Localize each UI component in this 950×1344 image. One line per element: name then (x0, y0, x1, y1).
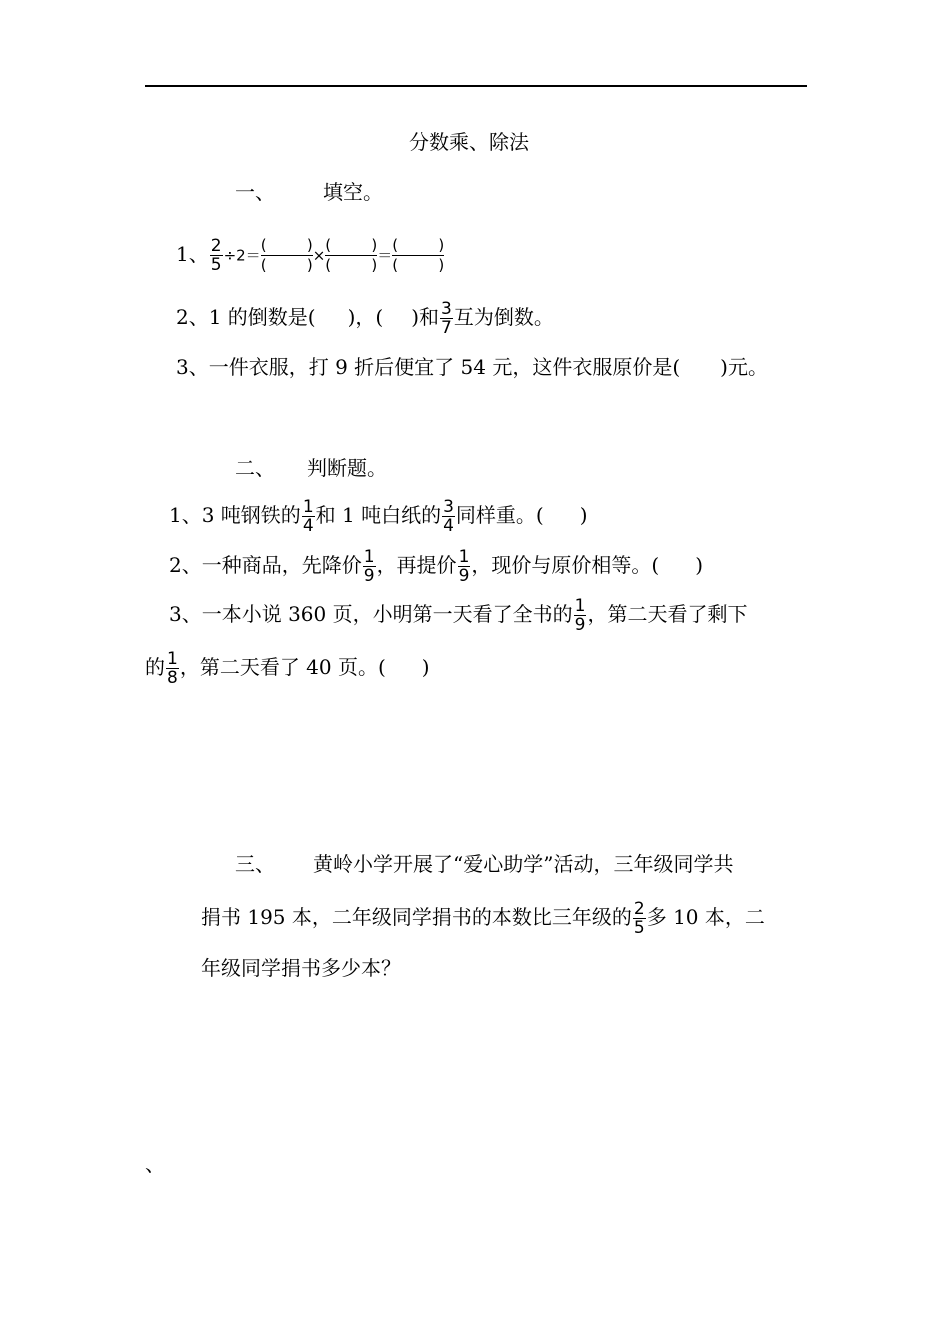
section1-number: 一、 (235, 180, 275, 204)
section3-line3: 年级同学捐书多少本？ (201, 956, 401, 980)
s2-question-3-line1: 3、一本小说 360 页，小明第一天看了全书的 $\frac{1}{9}$ ，第二天看了剩下 (169, 596, 748, 635)
fraction-2-5: $\frac{2}{5}$ (210, 236, 222, 275)
s1-question-2: 2、1 的倒数是( )，( )和 $\frac{3}{7}$ 互为倒数。 (176, 299, 554, 338)
section2-label: 判断题。 (307, 456, 387, 480)
section1-label: 填空。 (323, 180, 383, 204)
s1-question-3: 3、一件衣服，打 9 折后便宜了 54 元，这件衣服原价是( )元。 (176, 355, 768, 379)
s2-question-3-line2: 的 $\frac{1}{8}$ ，第二天看了 40 页。( ) (145, 649, 430, 688)
fraction-3-7: $\frac{3}{7}$ (441, 299, 452, 338)
fraction-1-4: $\frac{1}{4}$ (302, 497, 314, 536)
section3-line1: 三、 黄岭小学开展了“爱心助学”活动，三年级同学共 (235, 852, 734, 876)
section1-heading (235, 178, 383, 206)
fraction-3-4: $\frac{3}{4}$ (443, 497, 454, 536)
blank-fraction-3[interactable]: ( ) ( ) (392, 236, 445, 274)
fraction-1-8: $\frac{1}{8}$ (167, 649, 178, 688)
page-title: 分数乘、除法 (409, 130, 529, 154)
s1-question-1: 1、 $\frac{2}{5}$ ÷2＝ ( ) ( ) × ( ) ( ) ＝ ( ) ( ) (176, 236, 445, 275)
fraction-1-9-c: $\frac{1}{9}$ (574, 596, 586, 635)
section3-number: 三、 (235, 852, 275, 876)
footer-mark: 、 (145, 1152, 165, 1176)
blank-fraction-1[interactable]: ( ) ( ) (260, 236, 313, 274)
fraction-1-9-b: $\frac{1}{9}$ (458, 547, 470, 586)
section3-line2: 捐书 195 本，二年级同学捐书的本数比三年级的 $\frac{2}{5}$ 多 10 本，二 (201, 899, 765, 938)
s2-question-2: 2、一种商品，先降价 $\frac{1}{9}$ ，再提价 $\frac{1}{9}$ ，现价与原价相等。( ) (169, 547, 704, 586)
fraction-1-9-a: $\frac{1}{9}$ (363, 547, 375, 586)
section2-heading (235, 454, 387, 482)
s2-question-1: 1、3 吨钢铁的 $\frac{1}{4}$ 和 1 吨白纸的 $\frac{3}{4}$ 同样重。( ) (169, 497, 588, 536)
section2-number: 二、 (235, 456, 275, 480)
fraction-2-5-b: $\frac{2}{5}$ (633, 899, 645, 938)
header-rule (145, 85, 807, 87)
blank-fraction-2[interactable]: ( ) ( ) (325, 236, 378, 274)
